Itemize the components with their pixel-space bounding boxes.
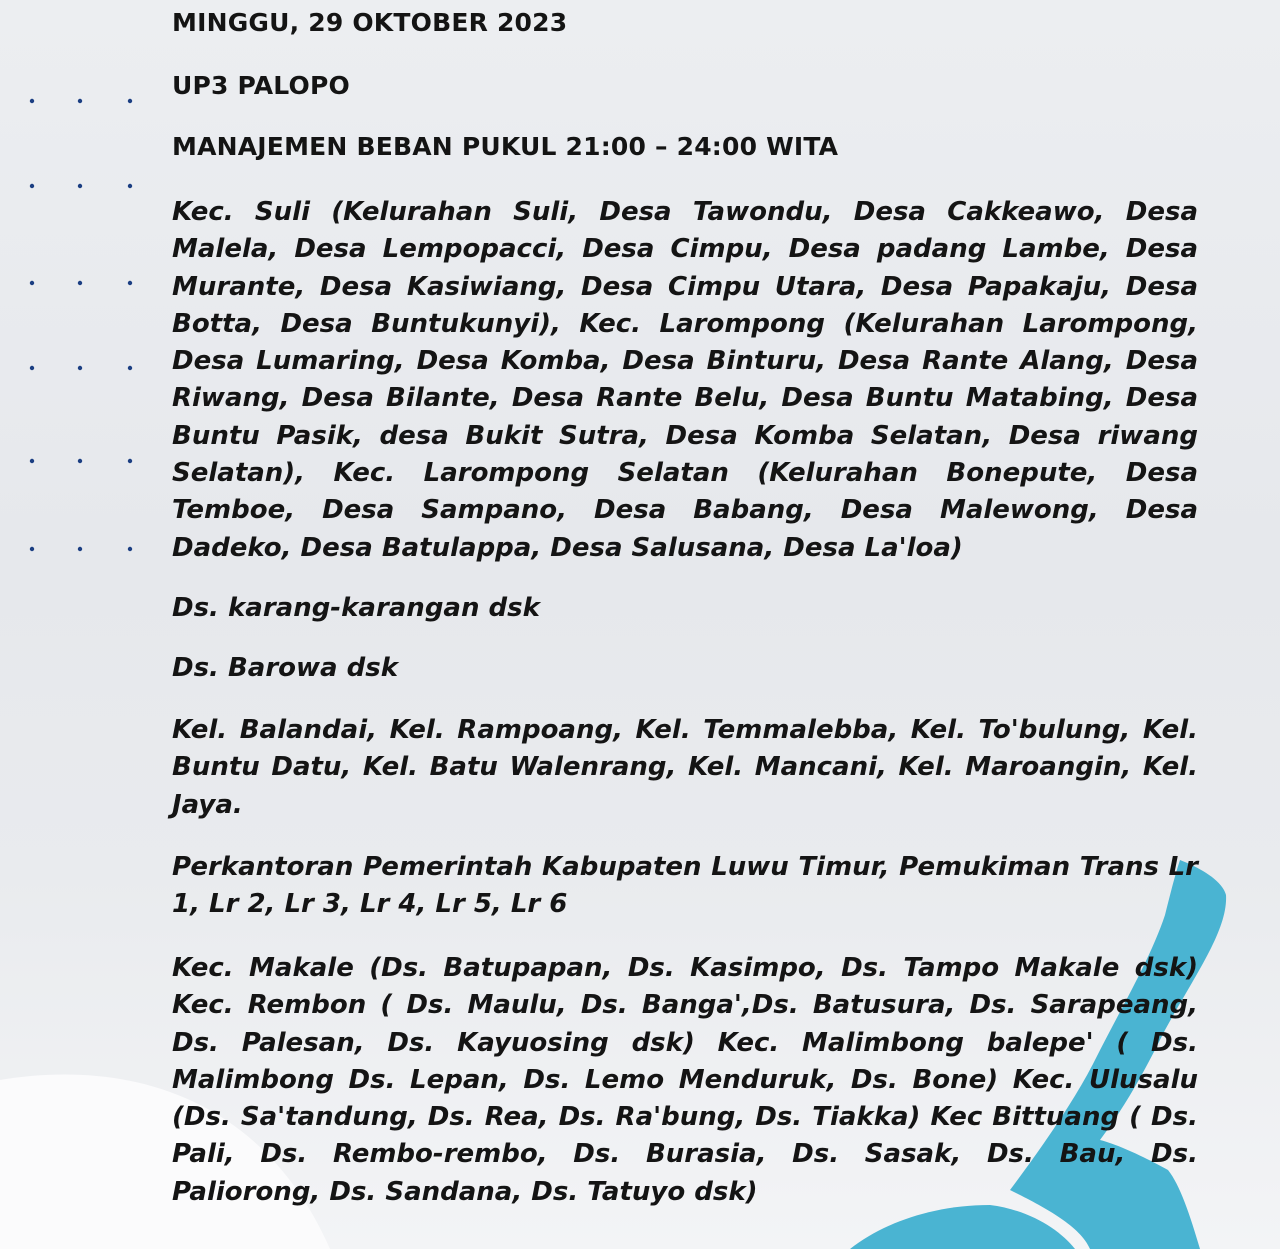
teal-ribbon-tail bbox=[850, 1205, 1075, 1249]
area-paragraph-balandai: Kel. Balandai, Kel. Rampoang, Kel. Temmalebba, Kel. To'bulung, Kel. Buntu Datu, Kel. Batu Walenrang, Kel. Mancani, Kel. Maroangin, Kel. Jaya. bbox=[172, 715, 1198, 820]
area-paragraph-barowa: Ds. Barowa dsk bbox=[172, 653, 399, 683]
area-paragraph-luwu-timur: Perkantoran Pemerintah Kabupaten Luwu Timur, Pemukiman Trans Lr 1, Lr 2, Lr 3, Lr 4, Lr 5, Lr 6 bbox=[172, 852, 1198, 920]
date-heading: MINGGU, 29 OKTOBER 2023 bbox=[172, 8, 568, 37]
area-paragraph-karang-karangan: Ds. karang-karangan dsk bbox=[172, 593, 540, 623]
dot-grid-decoration bbox=[0, 0, 200, 600]
area-paragraph-suli-larompong: Kec. Suli (Kelurahan Suli, Desa Tawondu, Desa Cakkeawo, Desa Malela, Desa Lempopacci, Desa Cimpu, Desa padang Lambe, Desa Murante, Desa Kasiwiang, Desa Cimpu Utara, Desa Papakaju, Desa Botta, Desa Buntukunyi), Kec. Larompong (Kelurahan Larompong, Desa Lumaring, Desa Komba, Desa Binturu, Desa Rante Alang, Desa Riwang, Desa Bilante, Desa Rante Belu, Desa Buntu Matabing, Desa Buntu Pasik, desa Bukit Sutra, Desa Komba Selatan, Desa riwang Selatan), Kec. Larompong Selatan (Kelurahan Bonepute, Desa Temboe, Desa Sampano, Desa Babang, Desa Malewong, Desa Dadeko, Desa Batulappa, Desa Salusana, Desa La'loa) bbox=[172, 197, 1198, 563]
unit-heading: UP3 PALOPO bbox=[172, 71, 350, 100]
schedule-heading: MANAJEMEN BEBAN PUKUL 21:00 – 24:00 WITA bbox=[172, 132, 839, 161]
area-paragraph-makale: Kec. Makale (Ds. Batupapan, Ds. Kasimpo, Ds. Tampo Makale dsk) Kec. Rembon ( Ds. Maulu, Ds. Banga',Ds. Batusura, Ds. Sarapeang, Ds. Palesan, Ds. Kayuosing dsk) Kec. Malimbong balepe' ( Ds. Malimbong Ds. Lepan, Ds. Lemo Menduruk, Ds. Bone) Kec. Ulusalu (Ds. Sa'tandung, Ds. Rea, Ds. Ra'bung, Ds. Tiakka) Kec Bittuang ( Ds. Pali, Ds. Rembo-rembo, Ds. Burasia, Ds. Sasak, Ds. Bau, Ds. Paliorong, Ds. Sandana, Ds. Tatuyo dsk) bbox=[172, 953, 1198, 1207]
